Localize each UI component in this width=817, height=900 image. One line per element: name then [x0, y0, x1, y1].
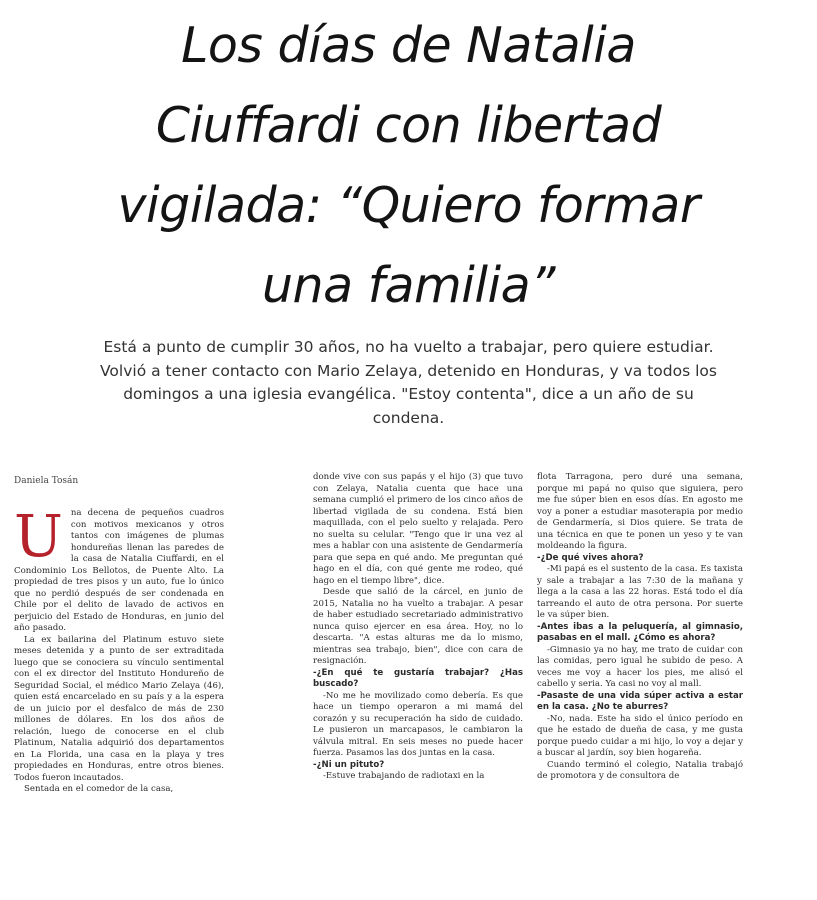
article-headline [30, 6, 787, 326]
article-column-2 [313, 472, 523, 872]
paragraph: na decena de pequeños cuadros con motivos mexicanos y otros tantos con imágenes de plumas hondureñas llenan las paredes de la casa de Natalia Ciuffardi, en el Condominio Los Bellotos, de Puente Alto. La propiedad de tres pisos y un auto, fue lo único que no perdió después de ser condenada en Chile por el delito de lavado de activos en perjuicio del Estado de Honduras, en junio del año pasado. [14, 508, 224, 633]
interview-question: -¿En qué te gustaría trabajar? ¿Has buscado? [313, 667, 523, 689]
headline-line: Ciuffardi con libertad [155, 97, 662, 154]
article-column-1 [14, 508, 224, 870]
interview-question: -¿Ni un pituto? [313, 759, 385, 770]
byline: Daniela Tosán [14, 476, 79, 486]
article-column-3 [537, 472, 743, 872]
paragraph: -Mi papá es el sustento de la casa. Es taxista y sale a trabajar a las 7:30 de la mañana y llega a la casa a las 22 horas. Está todo el día tarreando el auto de otra persona. Por suerte le va súper bien. [537, 564, 743, 620]
paragraph: -Estuve trabajando de radiotaxi en la [323, 771, 485, 781]
article-dek: Está a punto de cumplir 30 años, no ha vuelto a trabajar, pero quiere estudiar. Volvió a tener contacto con Mario Zelaya, detenido en Honduras, y va todos los domingos a una iglesia evangélica. "Estoy contenta", dice a un año de su condena. [100, 338, 717, 427]
paragraph: Sentada en el comedor de la casa, [24, 784, 174, 794]
paragraph: -No me he movilizado como debería. Es que hace un tiempo operaron a mi mamá del corazón y su recuperación ha sido de cuidado. Le pusieron un marcapasos, le cambiaron la válvula mitral. En seis meses no puede hacer fuerza. Pasamos las dos juntas en la casa. [313, 690, 523, 758]
drop-cap: U [14, 508, 63, 570]
paragraph: -Gimnasio ya no hay, me trato de cuidar con las comidas, pero igual he subido de peso. A veces me voy a hacer los pies, me alisó el cabello y seria. Ya casi no voy al mall. [537, 644, 743, 689]
paragraph: flota Tarragona, pero duré una semana, porque mi papá no quiso que siguiera, pero me fue súper bien en esos días. En agosto me voy a poner a estudiar masoterapia por medio de Gendarmería, si Dios quiere. Se trata de una técnica en que te ponen un yeso y te van moldeando la figura. [537, 472, 743, 551]
paragraph: donde vive con sus papás y el hijo (3) que tuvo con Zelaya, Natalia cuenta que hace una semana cumplió el primero de los cinco años de libertad vigilada de su condena. Está bien maquillada, con el pelo suelto y relajada. Pero no suelta su celular. "Tengo que ir una vez al mes a hablar con una asistente de Gendarmería para que sepa en qué ando. Me preguntan qué hago en el día, con qué gente me rodeo, qué hago en el tiempo libre", dice. [313, 472, 523, 586]
headline-line: Los días de Natalia [181, 17, 636, 74]
headline-line: vigilada: “Quiero formar [117, 177, 700, 234]
paragraph: Cuando terminó el colegio, Natalia trabajó de promotora y de consultora de [537, 759, 743, 781]
headline-line: una familia” [262, 257, 555, 314]
paragraph: -No, nada. Este ha sido el único período en que he estado de dueña de casa, y me gusta porque puedo cuidar a mi hijo, lo voy a dejar y a buscar al jardín, soy bien hogareña. [537, 713, 743, 758]
paragraph: La ex bailarina del Platinum estuvo siete meses detenida y a punto de ser extraditada luego que se conociera su vínculo sentimental con el ex director del Instituto Hondureño de Seguridad Social, el médico Mario Zelaya (46), quien está encarcelado en su país y a la espera de un juicio por el desfalco de más de 230 millones de dólares. En los dos años de relación, luego de conocerse en el club Platinum, Natalia adquirió dos departamentos en La Florida, una casa en la playa y tres propiedades en Honduras, entre otros bienes. Todos fueron incautados. [14, 634, 224, 783]
interview-question: -Antes ibas a la peluquería, al gimnasio, pasabas en el mall. ¿Cómo es ahora? [537, 621, 743, 643]
interview-question: -¿De qué vives ahora? [537, 552, 644, 563]
interview-question: -Pasaste de una vida súper activa a estar en la casa. ¿No te aburres? [537, 690, 743, 712]
paragraph: Desde que salió de la cárcel, en junio de 2015, Natalia no ha vuelto a trabajar. A pesar de haber estudiado secretariado administrativo nunca quiso ejercer en esa área. Hoy, no lo descarta. "A estas alturas me da lo mismo, mientras sea trabajo, bien", dice con cara de resignación. [313, 587, 523, 666]
